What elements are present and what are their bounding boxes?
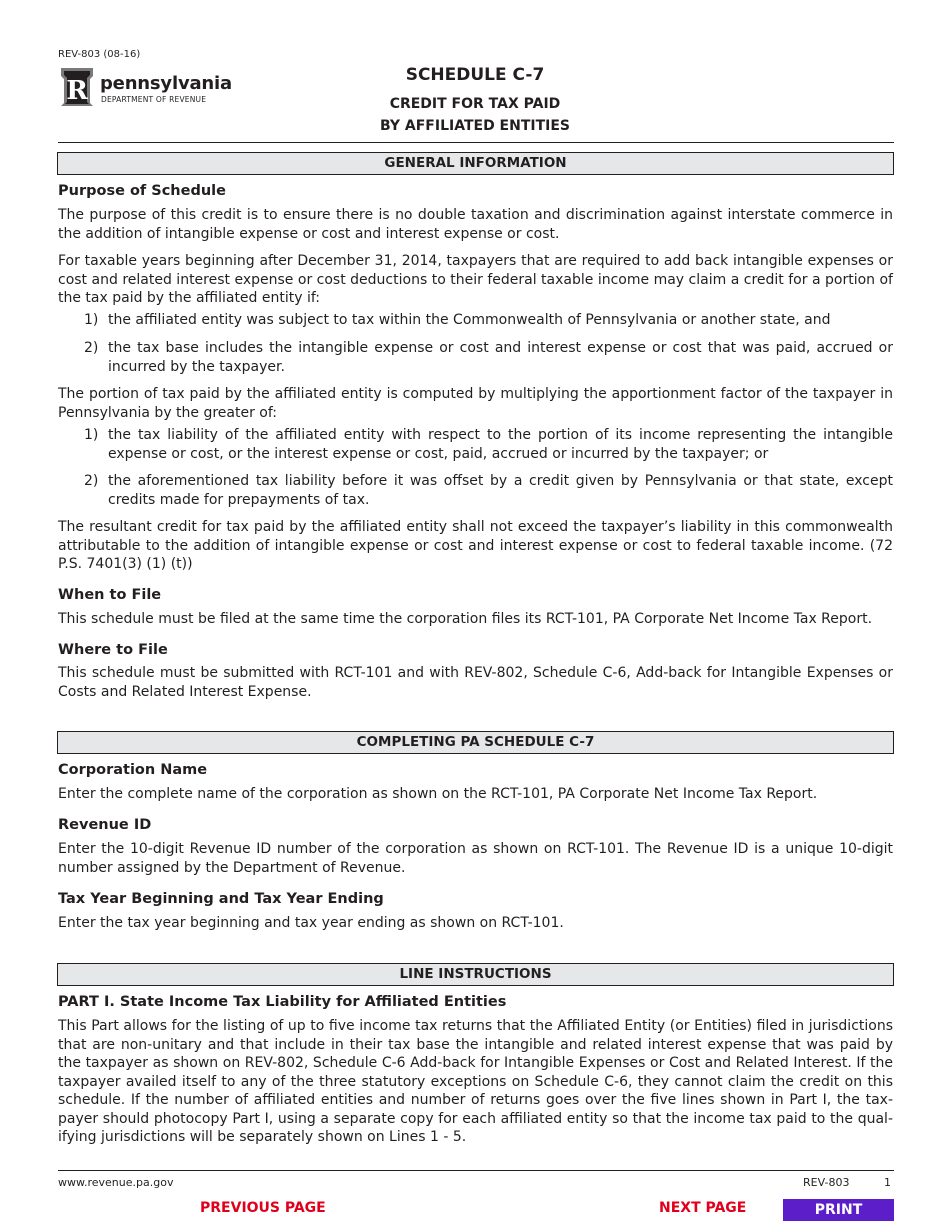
purpose-paragraph-3: The portion of tax paid by the affiliated entity is computed by multiplying the apportionment factor of the taxpayer in Pennsylvania by the greater of:: [58, 386, 893, 421]
form-number: REV-803 (08-16): [58, 49, 141, 60]
footer-divider: [58, 1170, 894, 1171]
list-item: [84, 426, 893, 463]
list-number: 2): [84, 473, 99, 489]
next-page-button[interactable]: NEXT PAGE: [659, 1200, 747, 1216]
revenue-id-heading: Revenue ID: [58, 817, 152, 833]
purpose-heading: Purpose of Schedule: [58, 183, 226, 199]
purpose-paragraph-1: The purpose of this credit is to ensure there is no double taxation and discrimination against interstate commerce in the addition of intangible expense or cost and interest expense or cost.: [58, 207, 893, 242]
list-item: [84, 339, 893, 376]
tax-year-text: Enter the tax year beginning and tax year ending as shown on RCT-101.: [58, 915, 564, 931]
when-to-file-heading: When to File: [58, 587, 162, 603]
completing-band: COMPLETING PA SCHEDULE C-7: [57, 731, 894, 754]
list-number: 2): [84, 340, 99, 356]
list-number: 1): [84, 312, 99, 328]
header-divider: [58, 142, 894, 143]
page-subtitle-2: BY AFFILIATED ENTITIES: [379, 118, 571, 134]
revenue-id-text: Enter the 10-digit Revenue ID number of the corporation as shown on RCT-101. The Revenue ID is a unique 10-digit number assigned by the Department of Revenue.: [58, 841, 893, 876]
list-text: the tax liability of the affiliated entity with respect to the portion of its income representing the intangible expense or cost, or the interest expense or cost, paid, accrued or incurred by the taxpayer; or: [108, 427, 893, 462]
when-to-file-text: This schedule must be filed at the same time the corporation files its RCT-101, PA Corporate Net Income Tax Report.: [58, 611, 873, 627]
list-text: the tax base includes the intangible expense or cost and interest expense or cost that was paid, accrued or incurred by the taxpayer.: [108, 340, 893, 375]
print-button[interactable]: PRINT: [783, 1199, 894, 1221]
line-instructions-band: LINE INSTRUCTIONS: [57, 963, 894, 986]
page-number: 1: [884, 1176, 891, 1189]
part-1-heading: PART I. State Income Tax Liability for Affiliated Entities: [58, 994, 507, 1010]
corporation-name-heading: Corporation Name: [58, 762, 208, 778]
logo-letter: R: [66, 76, 88, 106]
website-link[interactable]: www.revenue.pa.gov: [58, 1176, 174, 1189]
where-to-file-heading: Where to File: [58, 642, 168, 658]
corporation-name-text: Enter the complete name of the corporation as shown on the RCT-101, PA Corporate Net Income Tax Report.: [58, 786, 818, 802]
purpose-paragraph-4: The resultant credit for tax paid by the affiliated entity shall not exceed the taxpayer’s liability in this commonwealth attributable to the addition of intangible expense or cost and interest expense or cost to federal taxable income. (72 P.S. 7401(3) (1) (t)): [58, 519, 893, 572]
list-item: [84, 311, 893, 330]
previous-page-button[interactable]: PREVIOUS PAGE: [200, 1200, 326, 1216]
where-to-file-text: This schedule must be submitted with RCT-101 and with REV-802, Schedule C-6, Add-back for Intangible Expenses or Costs and Related Interest Expense.: [58, 665, 893, 700]
tax-year-heading: Tax Year Beginning and Tax Year Ending: [58, 891, 384, 907]
keystone-logo-icon: [58, 66, 96, 108]
footer-form-id: REV-803: [803, 1176, 850, 1189]
page-subtitle-1: CREDIT FOR TAX PAID: [389, 96, 561, 112]
logo-department: DEPARTMENT OF REVENUE: [101, 95, 207, 104]
purpose-paragraph-2: For taxable years beginning after December 31, 2014, taxpayers that are required to add back intangible expenses or cost and related interest expense or cost deductions to their federal taxable income may claim a credit for a portion of the tax paid by the affiliated entity if:: [58, 253, 893, 306]
logo-name: pennsylvania: [100, 73, 232, 94]
list-item: [84, 472, 893, 509]
pa-revenue-logo: [58, 66, 232, 110]
general-information-band: GENERAL INFORMATION: [57, 152, 894, 175]
page-title: SCHEDULE C-7: [405, 65, 545, 85]
list-text: the affiliated entity was subject to tax within the Commonwealth of Pennsylvania or another state, and: [108, 312, 831, 328]
list-number: 1): [84, 427, 99, 443]
part-1-text: This Part allows for the listing of up to five income tax returns that the Affiliated Entity (or Entities) filed in jurisdictions that are non-unitary and that include in their tax base the intangible and related interest expense that was paid by the taxpayer as shown on REV-802, Schedule C-6 Add-back for Intangible Expenses or Cost and Related Interest. If the taxpayer availed itself to any of the three statutory exceptions on Schedule C-6, they cannot claim the credit on this schedule. If the number of affiliated entities and number of returns goes over the five lines shown in Part I, the taxpayer should photocopy Part I, using a separate copy for each affiliated entity so that the income tax paid to the qualifying jurisdictions will be separately shown on Lines 1 - 5.: [58, 1018, 893, 1145]
list-text: the aforementioned tax liability before it was offset by a credit given by Pennsylvania or that state, except credits made for prepayments of tax.: [108, 473, 893, 508]
